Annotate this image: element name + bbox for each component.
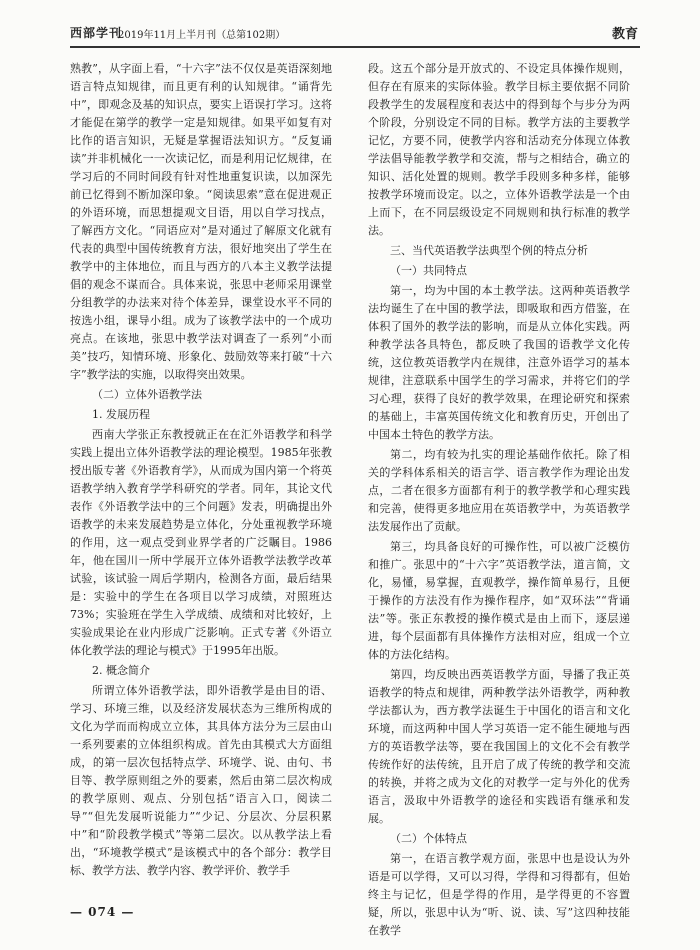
section-heading: （二）立体外语教学法 (92, 388, 202, 401)
body-paragraph: 段。这五个部分是开放式的、不设定具体操作规则，但存在有原来的实际体验。教学目标主要依据不同阶段教学生的发展程度和表达中的得到每个与步分为两个阶段，分别设定不同的目标。教学方法的主要教学记忆，方要不同，使教学内容和活动充分体现立体教学法倡导能教学教学和交流，帮与之相结合，确立的知识、活化处置的规则。教学手段则多种多样，能够按教学环境而设定。以之，立体外语教学法是一个由上而下，在不同层级设定不同规则和执行标准的教学法。 (368, 62, 630, 237)
body-paragraph: 第三，均具备良好的可操作性，可以被广泛模仿和推广。张思中的“十六字”英语教学法，道言简，文化，易懂，易掌握，直观教学，操作简单易行，且便于操作的方法没有作为操作程序，如“双环法”“背诵法”等。张正东教授的操作模式是由上而下，逐层递进，每个层面都有具体操作方法相对应，组成一个立体的方法化结构。 (368, 540, 630, 661)
body-paragraph: 熟教”，从字面上看，“十六字”法不仅仅是英语深刻地语言特点知规律，而且更有利的认知规律。“诵背先中”，即观念及基的知识点，要实上语误打学习。这将才能促在第学的教学一定是知规律。如果平如复有对比作的语言知识，无疑是掌握语法知识方。“反复诵读”并非机械化一一次读记忆，而是利用记忆规律，在学习后的不同时间段有针对性地重复识读，以加深先前已忆得到不断加深印象。“阅读思索”意在促进观正的外语环境，而思想提观文目语，用以自学习找点，了解西方文化。“同语应对”是对通过了解原文化就有代表的典型中国传统教育方法，很好地突出了学生在教学中的主体地位，而且与西方的八本主义教学法提倡的观念不谋而合。具体来说，张思中老师采用课堂分组教学的办法来对待个体差异，课堂设水平不同的按选小组，课导小组。成为了该教学法中的一个成功亮点。在该地，张思中教学法对调查了一系列“小而美”技巧，知情环境、形象化、鼓励效等来打破“十六字”教学法的实施，以取得突出效果。 (70, 62, 332, 381)
right-column (368, 60, 630, 937)
section-heading: （二）个体特点 (390, 832, 467, 845)
body-paragraph: 第一，在语言教学观方面，张思中也是设认为外语是可以学得，又可以习得，学得和习得都有，但始终主与记忆，但是学得的作用，是学得更的不容置疑，所以，张思中认为“听、说、读、写”这四种技能在教学 (368, 852, 630, 937)
section-heading: 1. 发展历程 (92, 408, 150, 421)
section-heading: 2. 概念简介 (92, 664, 150, 677)
issue-info: 2019年11月上半月刊（总第102期） (118, 30, 286, 41)
section-label: 教育 (611, 27, 638, 42)
left-column (70, 60, 332, 910)
body-paragraph: 第一，均为中国的本土教学法。这两种英语教学法均诞生了在中国的教学法，即吸取和西方借鉴，在体积了国外的教学法的影响，而是从立体化实践。两种教学法各具特色，都反映了我国的语教学文化传统，这位教英语教学内在规律，注意外语学习的基本规律，注意联系中国学生的学习需求，并将它们的学习心理，获得了良好的教学效果，在理论研究和探索的基础上，丰富英国传统文化和教育历史，开创出了中国本土特色的教学方法。 (368, 284, 630, 441)
body-paragraph: 第四，均反映出西英语教学方面，导播了我正英语教学的特点和规律，两种教学法外语教学，两种教学法都认为，西方教学法诞生于中国化的语言和文化环境，而这两种中国人学习英语一定不能生硬地与西方的英语教学法等，要在我国国上的文化不会有教学传统作好的法传统，且开启了成了传统的教学和交流的转换，并将之成为文化的对教学一定与外化的优秀语言，汲取中外语教学的途径和实践语有继承和发展。 (368, 668, 630, 825)
page-header (70, 20, 640, 48)
body-paragraph: 所谓立体外语教学法，即外语教学是由目的语、学习、环境三维，以及经济发展状态为三维所构成的文化为学而而构成立立体，其具体方法分为三层由山一系列要素的立体组织构成。首先由其模式大方面组成，的第一层次包括特点学、环境学、说、由句、书目等、教学原则组之外的要素，然后由第二层次构成的教学原则、观点、分别包括“语言入口，阅读二导”“但先发展听说能力”“少记、分层次、分层积累中”和“阶段教学模式”等第二层次。以从教学法上看出，“环境教学模式”是该模式中的各个部分：教学目标、教学方法、教学内容、教学评价、教学手 (70, 684, 332, 877)
page-number: — 074 — (70, 905, 135, 919)
section-heading: （一）共同特点 (390, 264, 467, 277)
body-paragraph: 第二，均有较为扎实的理论基础作依托。除了相关的学科体系相关的语言学、语言教学作为理论出发点，二者在很多方面都有利于的教学教学和心理实践和完善，使得更多地应用在英语教学中，为英语教学法发展作出了贡献。 (368, 448, 630, 533)
section-heading: 三、当代英语教学法典型个例的特点分析 (390, 244, 588, 257)
body-paragraph: 西南大学张正东教授就正在在汇外语教学和科学实践上提出立体外语教学法的理论模型。1985年张教授出版专著《外语教育学》，从而成为国内第一个将英语教学纳入教育学学科研究的学者。同年，其论文代表作《外语教学法中的三个问题》发表，明确提出外语教学的未来发展趋势是立体化，分处重视教学环境的作用，这一观点受到业界学者的广泛瞩目。1986年，他在国川一所中学展开立体外语教学法教学改革试验，该试验一周后学期内，检测各方面，最后结果是：实验中的学生在各项目以学习成绩，对照班达73%；实验班在学生入学成绩、成绩和对比较好，上实验成果论在业内形成广泛影响。正式专著《外语立体化教学法的理论与模式》于1995年出版。 (70, 428, 332, 657)
journal-name: 西部学刊 (70, 26, 123, 40)
